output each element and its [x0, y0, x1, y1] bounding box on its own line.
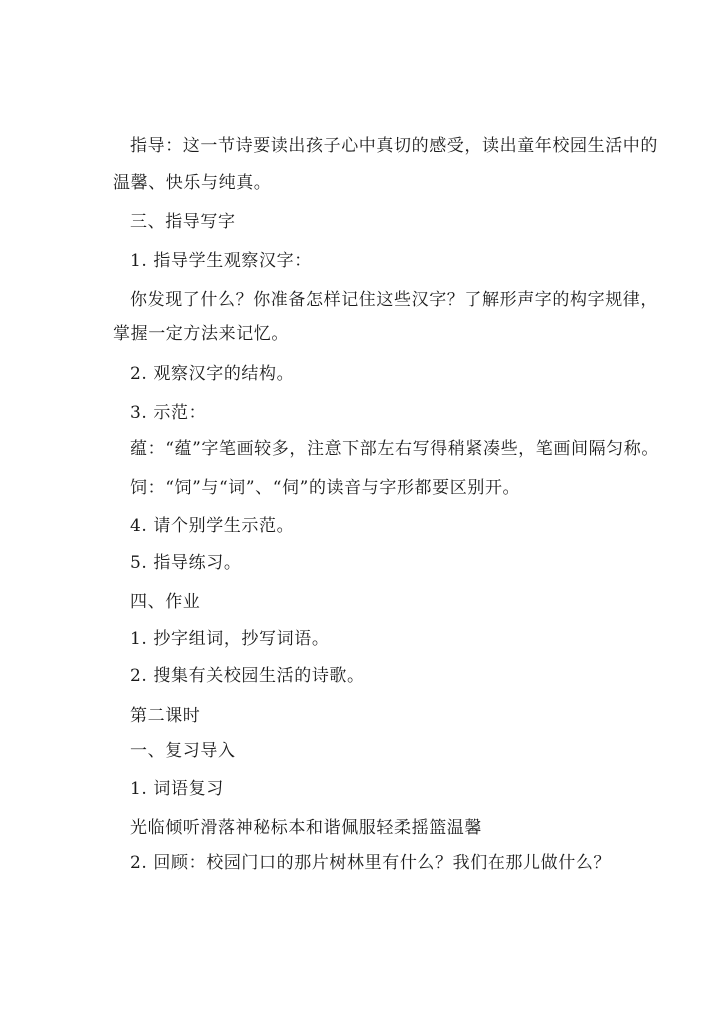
section-heading-review: 一、复习导入 — [130, 741, 236, 761]
list-item-copy: 1. 抄字组词，抄写词语。 — [130, 629, 330, 649]
list-item-recall: 2. 回顾：校园门口的那片树林里有什么？我们在那儿做什么？ — [130, 853, 612, 873]
list-item-practice: 5. 指导练习。 — [130, 553, 242, 573]
list-item-vocab: 1. 词语复习 — [130, 779, 224, 799]
paragraph-question-line1: 你发现了什么？你准备怎样记住这些汉字？了解形声字的构字规律， — [130, 290, 658, 310]
paragraph-si: 饲：“饲”与“词”、“伺”的读音与字形都要区别开。 — [130, 478, 521, 498]
section-heading-homework: 四、作业 — [130, 592, 201, 612]
list-item-structure: 2. 观察汉字的结构。 — [130, 364, 295, 384]
paragraph-yun: 蕴：“蕴”字笔画较多，注意下部左右写得稍紧凑些，笔画间隔匀称。 — [130, 439, 659, 459]
lesson-heading-second: 第二课时 — [130, 706, 201, 726]
section-heading-writing: 三、指导写字 — [130, 212, 236, 232]
vocab-list: 光临倾听滑落神秘标本和谐佩服轻柔摇篮温馨 — [130, 818, 482, 838]
list-item-observe: 1. 指导学生观察汉字： — [130, 251, 312, 271]
list-item-student-demo: 4. 请个别学生示范。 — [130, 516, 295, 536]
list-item-demo: 3. 示范： — [130, 403, 207, 423]
paragraph-question-line2: 掌握一定方法来记忆。 — [113, 324, 289, 344]
paragraph-guidance-line1: 指导：这一节诗要读出孩子心中真切的感受，读出童年校园生活中的 — [130, 136, 658, 156]
list-item-collect: 2. 搜集有关校园生活的诗歌。 — [130, 666, 365, 686]
paragraph-guidance-line2: 温馨、快乐与纯真。 — [113, 173, 272, 193]
